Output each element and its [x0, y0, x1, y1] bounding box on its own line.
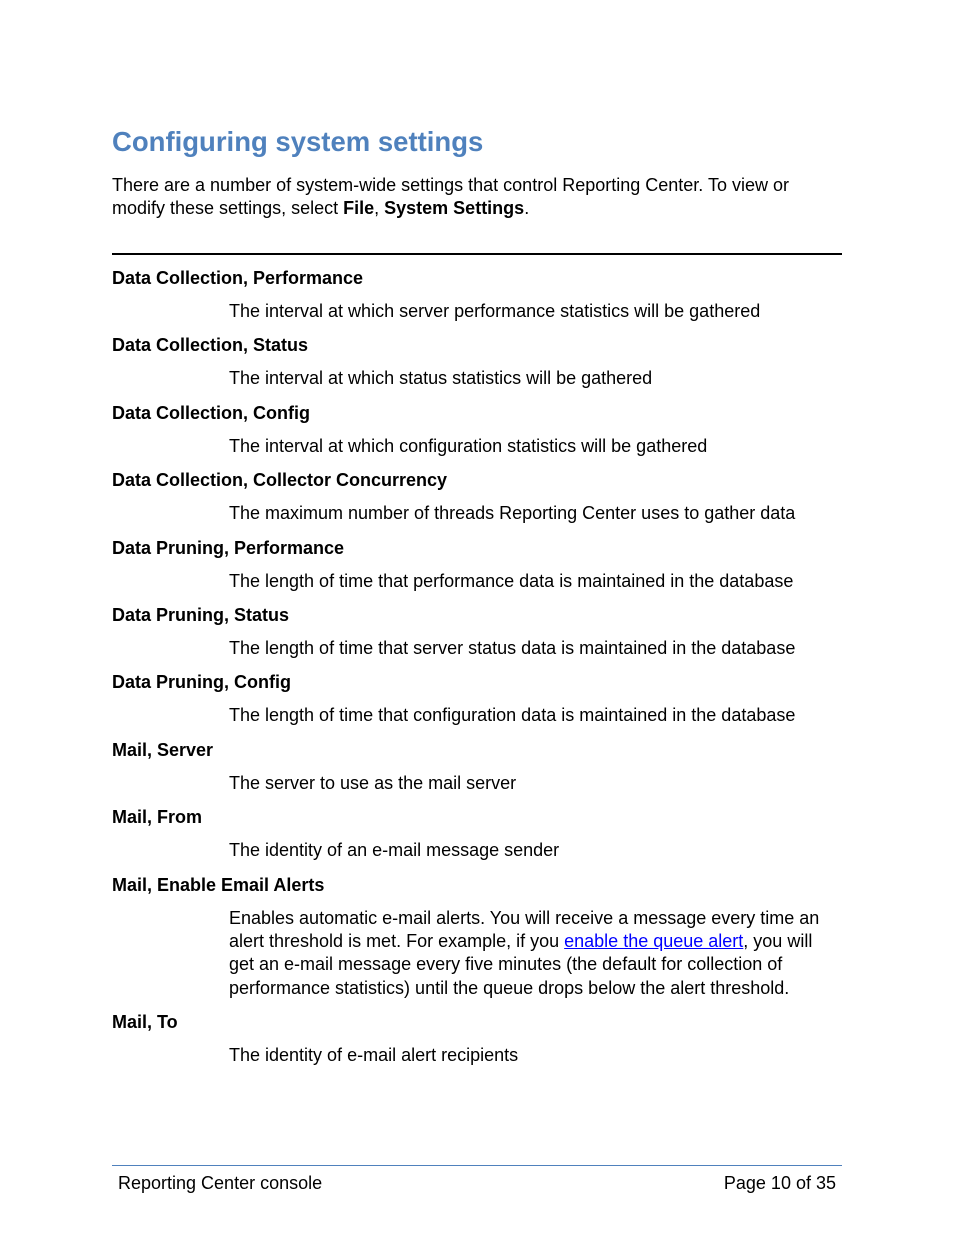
- footer-page-number: Page 10 of 35: [723, 1173, 836, 1193]
- setting-term: Data Collection, Collector Concurrency: [112, 470, 448, 491]
- footer-document-title: Reporting Center console: [118, 1173, 323, 1193]
- setting-item: [112, 805, 842, 862]
- intro-text: There are a number of system-wide settings that control Reporting Center. To view or modify these settings, select: [112, 175, 789, 218]
- setting-description: The identity of e-mail alert recipients: [229, 1045, 519, 1066]
- setting-term: Data Collection, Config: [112, 402, 310, 423]
- setting-item: [112, 266, 842, 323]
- setting-item: [112, 468, 842, 525]
- setting-description: The interval at which status statistics will be gathered: [229, 368, 653, 389]
- enable-queue-alert-link[interactable]: enable the queue alert: [564, 931, 744, 952]
- setting-item: [112, 670, 842, 727]
- intro-separator: ,: [374, 198, 385, 218]
- settings-list: [112, 266, 842, 1078]
- setting-description: The identity of an e-mail message sender: [229, 840, 560, 861]
- setting-term: Data Pruning, Status: [112, 605, 290, 626]
- setting-item: [112, 1010, 842, 1067]
- setting-description-text: , you will get an e-mail message every five minutes (the default for collection of performance statistics) until the queue drops below the alert threshold.: [229, 931, 813, 998]
- setting-item: [112, 738, 842, 795]
- settings-table-rule: [112, 253, 842, 255]
- intro-paragraph: [112, 174, 842, 220]
- setting-term: Data Pruning, Config: [112, 672, 291, 693]
- setting-description: The maximum number of threads Reporting Center uses to gather data: [229, 503, 796, 524]
- setting-description: The interval at which configuration statistics will be gathered: [229, 435, 708, 456]
- setting-term: Mail, To: [112, 1012, 178, 1033]
- setting-item: [112, 603, 842, 660]
- setting-term: Mail, Enable Email Alerts: [112, 874, 325, 895]
- setting-term: Data Pruning, Performance: [112, 537, 345, 558]
- setting-description: The length of time that performance data is maintained in the database: [229, 570, 794, 591]
- setting-description: The length of time that configuration data is maintained in the database: [229, 705, 796, 726]
- setting-item: [112, 536, 842, 593]
- setting-term: Data Collection, Performance: [112, 268, 364, 288]
- setting-description: The server to use as the mail server: [229, 772, 517, 793]
- menu-file: File: [343, 198, 375, 218]
- intro-period: .: [524, 198, 530, 218]
- setting-description: The length of time that server status data is maintained in the database: [229, 638, 796, 659]
- setting-term: Data Collection, Status: [112, 335, 309, 356]
- setting-item: [112, 333, 842, 390]
- setting-term: Mail, From: [112, 807, 203, 828]
- menu-system-settings: System Settings: [384, 198, 525, 218]
- setting-description: [229, 907, 842, 1001]
- setting-item: [112, 873, 842, 1001]
- page-title: Configuring system settings: [112, 126, 484, 157]
- setting-item: [112, 401, 842, 458]
- setting-description-text: Enables automatic e-mail alerts. You will receive a message every time an alert threshold is met. For example, if you: [229, 907, 820, 952]
- setting-description: The interval at which server performance statistics will be gathered: [229, 301, 761, 321]
- setting-term: Mail, Server: [112, 739, 214, 760]
- footer-rule: [112, 1165, 842, 1166]
